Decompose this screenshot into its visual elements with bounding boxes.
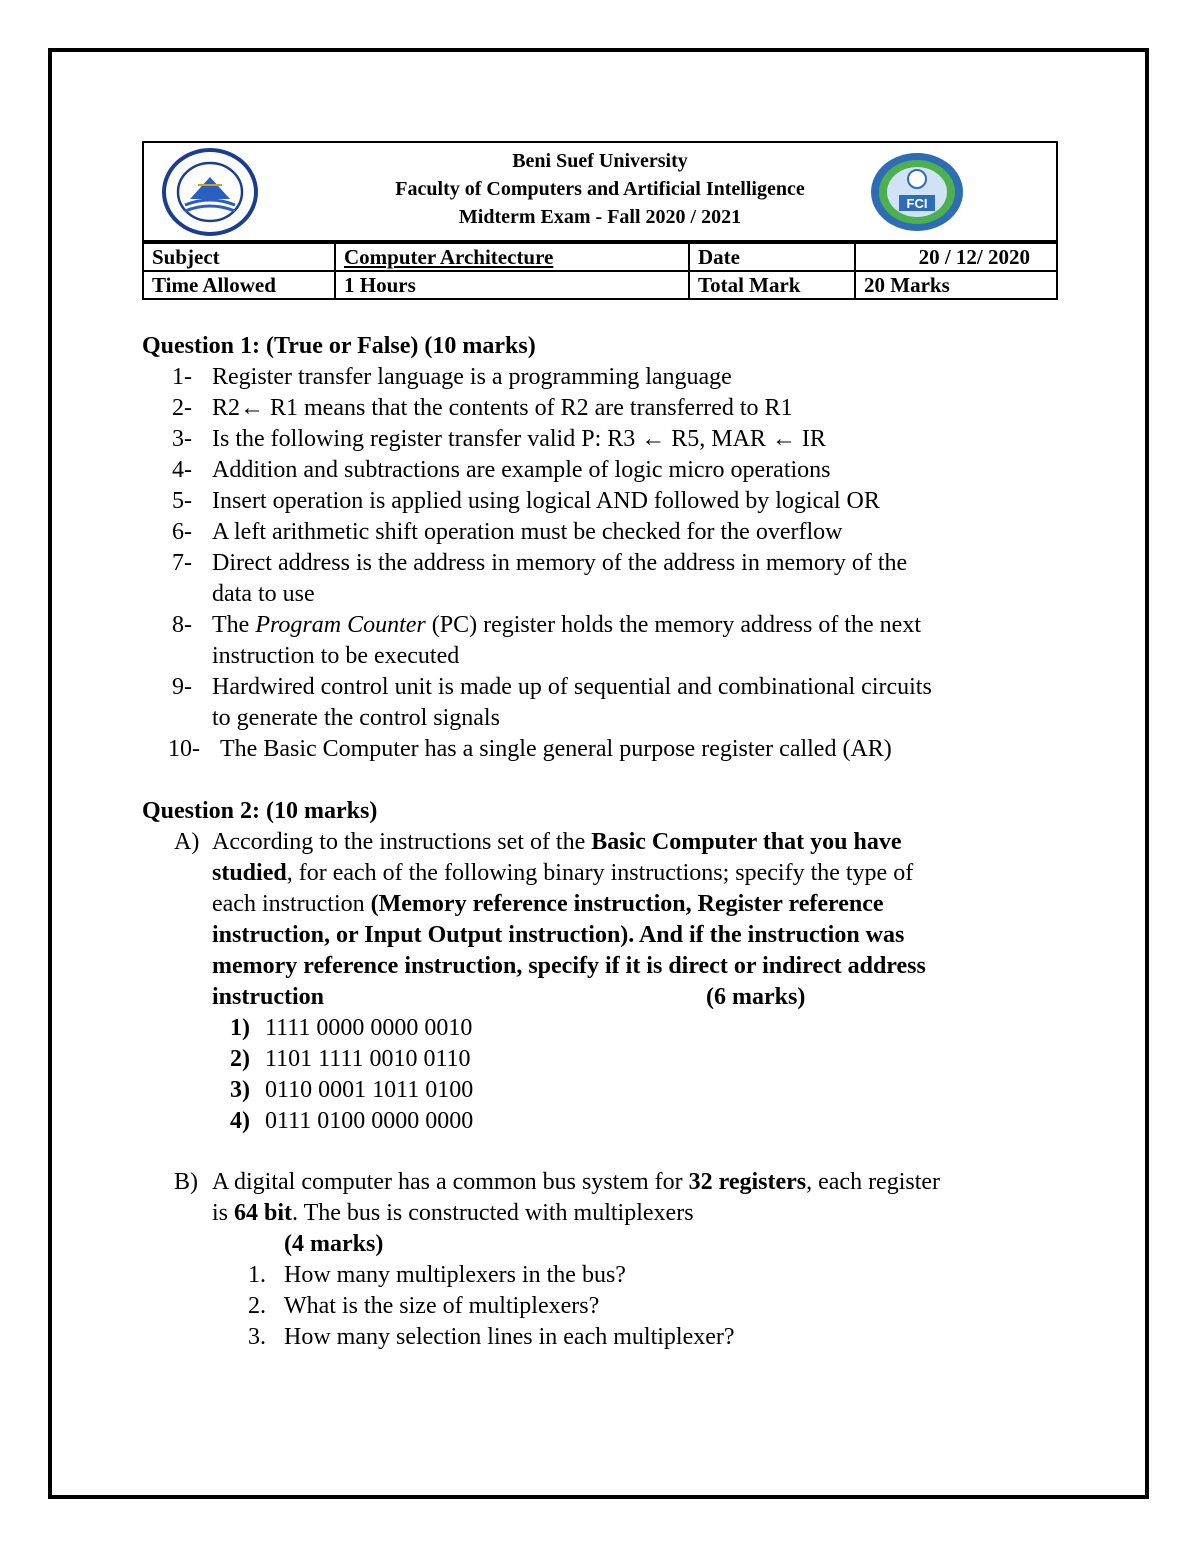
mark-value: 20 Marks xyxy=(855,271,1057,299)
question-1-list xyxy=(142,362,1082,765)
q1-item-text-cont: to generate the control signals xyxy=(212,705,500,731)
q1-item-text: Direct address is the address in memory of the address in memory of the xyxy=(212,550,908,576)
q2b-item-number: 1. xyxy=(248,1262,266,1288)
question-2a xyxy=(142,827,1082,1013)
q1-item-number: 4- xyxy=(172,457,192,483)
q1-item-text: A left arithmetic shift operation must be checked for the overflow xyxy=(212,519,843,545)
q1-item xyxy=(142,610,1082,672)
q2b-line-2 xyxy=(212,1198,1082,1229)
university-name: Beni Suef University xyxy=(512,150,688,172)
q1-item-text-cont: data to use xyxy=(212,581,315,607)
subject-label: Subject xyxy=(143,243,335,271)
q1-item xyxy=(142,362,1082,393)
q2b-item-text: What is the size of multiplexers? xyxy=(284,1293,600,1319)
faculty-name: Faculty of Computers and Artificial Intelligence xyxy=(395,178,805,200)
question-1-title: Question 1: (True or False) (10 marks) xyxy=(142,333,536,359)
instruction-item xyxy=(142,1044,1082,1075)
exam-header xyxy=(142,141,1058,242)
q2b-line-1 xyxy=(212,1167,1082,1198)
subject-value-cell xyxy=(335,243,689,271)
date-label: Date xyxy=(689,243,855,271)
q1-item-number: 1- xyxy=(172,364,192,390)
q2a-text: each instruction xyxy=(212,891,371,917)
q2a-line-5 xyxy=(212,951,1082,982)
q1-item-number: 6- xyxy=(172,519,192,545)
program-counter-term: Program Counter xyxy=(255,612,426,638)
instruction-binary: 0111 0100 0000 0000 xyxy=(265,1108,474,1134)
instruction-number: 2) xyxy=(230,1046,250,1072)
question-2b xyxy=(142,1167,1082,1260)
q2b-item xyxy=(142,1322,1082,1353)
q1-item-text xyxy=(212,610,1082,641)
q2a-marks: (6 marks) xyxy=(706,984,806,1010)
q2a-bold: (Memory reference instruction, Register reference xyxy=(370,891,884,917)
q2b-question-list xyxy=(142,1260,1082,1353)
q1-item-text: Is the following register transfer valid P: R3 ← R5, MAR ← IR xyxy=(212,426,826,452)
subject-value: Computer Architecture xyxy=(344,245,554,269)
q1-item-number: 2- xyxy=(172,395,192,421)
instruction-binary: 0110 0001 1011 0100 xyxy=(265,1077,474,1103)
q1-item-number: 5- xyxy=(172,488,192,514)
q1-item xyxy=(142,455,1082,486)
q1-item-text: Insert operation is applied using logical AND followed by logical OR xyxy=(212,488,880,514)
q2b-line-3 xyxy=(212,1229,1082,1260)
question-2-title: Question 2: (10 marks) xyxy=(142,798,378,824)
instruction-number: 1) xyxy=(230,1015,250,1041)
q2a-bold: studied xyxy=(212,860,287,886)
q1-item-number: 7- xyxy=(172,550,192,576)
q2a-label: A) xyxy=(174,829,200,855)
q1-item-text: Hardwired control unit is made up of sequential and combinational circuits xyxy=(212,674,932,700)
q1-item xyxy=(142,486,1082,517)
q1-item-text-post: (PC) register holds the memory address of the next xyxy=(425,612,921,638)
exam-body xyxy=(142,330,1082,1353)
q2b-item xyxy=(142,1291,1082,1322)
q2b-bold: 32 registers xyxy=(688,1169,807,1195)
instruction-number: 3) xyxy=(230,1077,250,1103)
q1-item xyxy=(142,734,1082,765)
mark-label: Total Mark xyxy=(689,271,855,299)
q1-item-text: R2← R1 means that the contents of R2 are transferred to R1 xyxy=(212,395,793,421)
q1-item-text-pre: The xyxy=(212,612,256,638)
q2a-bold: memory reference instruction, specify if it is direct or indirect address xyxy=(212,953,926,979)
q2a-bold: Basic Computer that you have xyxy=(591,829,902,855)
q1-item xyxy=(142,424,1082,455)
q2b-item-number: 3. xyxy=(248,1324,266,1350)
q2a-instruction-list xyxy=(142,1013,1082,1137)
q2b-text: is xyxy=(212,1200,235,1226)
q2a-line-6 xyxy=(212,982,1082,1013)
q2b-bold: 64 bit xyxy=(234,1200,293,1226)
date-value: 20 / 12/ 2020 xyxy=(855,243,1057,271)
q1-item xyxy=(142,393,1082,424)
exam-info-table xyxy=(142,242,1058,300)
q2b-text: A digital computer has a common bus system for xyxy=(212,1169,689,1195)
q2a-line-1 xyxy=(212,827,1082,858)
instruction-item xyxy=(142,1075,1082,1106)
q2a-text: According to the instructions set of the xyxy=(212,829,592,855)
q1-item-text: The Basic Computer has a single general purpose register called (AR) xyxy=(220,736,892,762)
exam-title: Midterm Exam - Fall 2020 / 2021 xyxy=(458,206,742,228)
fci-logo xyxy=(869,151,965,233)
q1-item-number: 8- xyxy=(172,612,192,638)
instruction-binary: 1111 0000 0000 0010 xyxy=(265,1015,473,1041)
q1-item xyxy=(142,672,1082,734)
fci-logo-text: FCI xyxy=(906,196,928,211)
instruction-item xyxy=(142,1013,1082,1044)
q1-item-number: 3- xyxy=(172,426,192,452)
q2b-label: B) xyxy=(174,1169,198,1195)
instruction-number: 4) xyxy=(230,1108,250,1134)
q2a-text: , for each of the following binary instructions; specify the type of xyxy=(286,860,914,886)
q1-item-number: 9- xyxy=(172,674,192,700)
q2b-item-text: How many multiplexers in the bus? xyxy=(284,1262,626,1288)
q2a-line-2 xyxy=(212,858,1082,889)
time-value: 1 Hours xyxy=(335,271,689,299)
q1-item xyxy=(142,548,1082,610)
instruction-item xyxy=(142,1106,1082,1137)
instruction-binary: 1101 1111 0010 0110 xyxy=(265,1046,471,1072)
q1-item-text-cont: instruction to be executed xyxy=(212,643,460,669)
q2a-line-4 xyxy=(212,920,1082,951)
q2a-bold: instruction, or Input Output instruction). And if the instruction was xyxy=(212,922,905,948)
q2a-bold: instruction xyxy=(212,984,325,1010)
q1-item-text: Addition and subtractions are example of logic micro operations xyxy=(212,457,831,483)
q1-item-number: 10- xyxy=(168,736,200,762)
q2b-text: . The bus is constructed with multiplexers xyxy=(292,1200,694,1226)
q2b-item-number: 2. xyxy=(248,1293,266,1319)
q2b-text: , each register xyxy=(806,1169,941,1195)
q2b-marks: (4 marks) xyxy=(284,1231,384,1257)
q2a-line-3 xyxy=(212,889,1082,920)
q1-item xyxy=(142,517,1082,548)
q2b-item xyxy=(142,1260,1082,1291)
q2b-item-text: How many selection lines in each multiplexer? xyxy=(284,1324,735,1350)
q1-item-text: Register transfer language is a programming language xyxy=(212,364,732,390)
time-label: Time Allowed xyxy=(143,271,335,299)
